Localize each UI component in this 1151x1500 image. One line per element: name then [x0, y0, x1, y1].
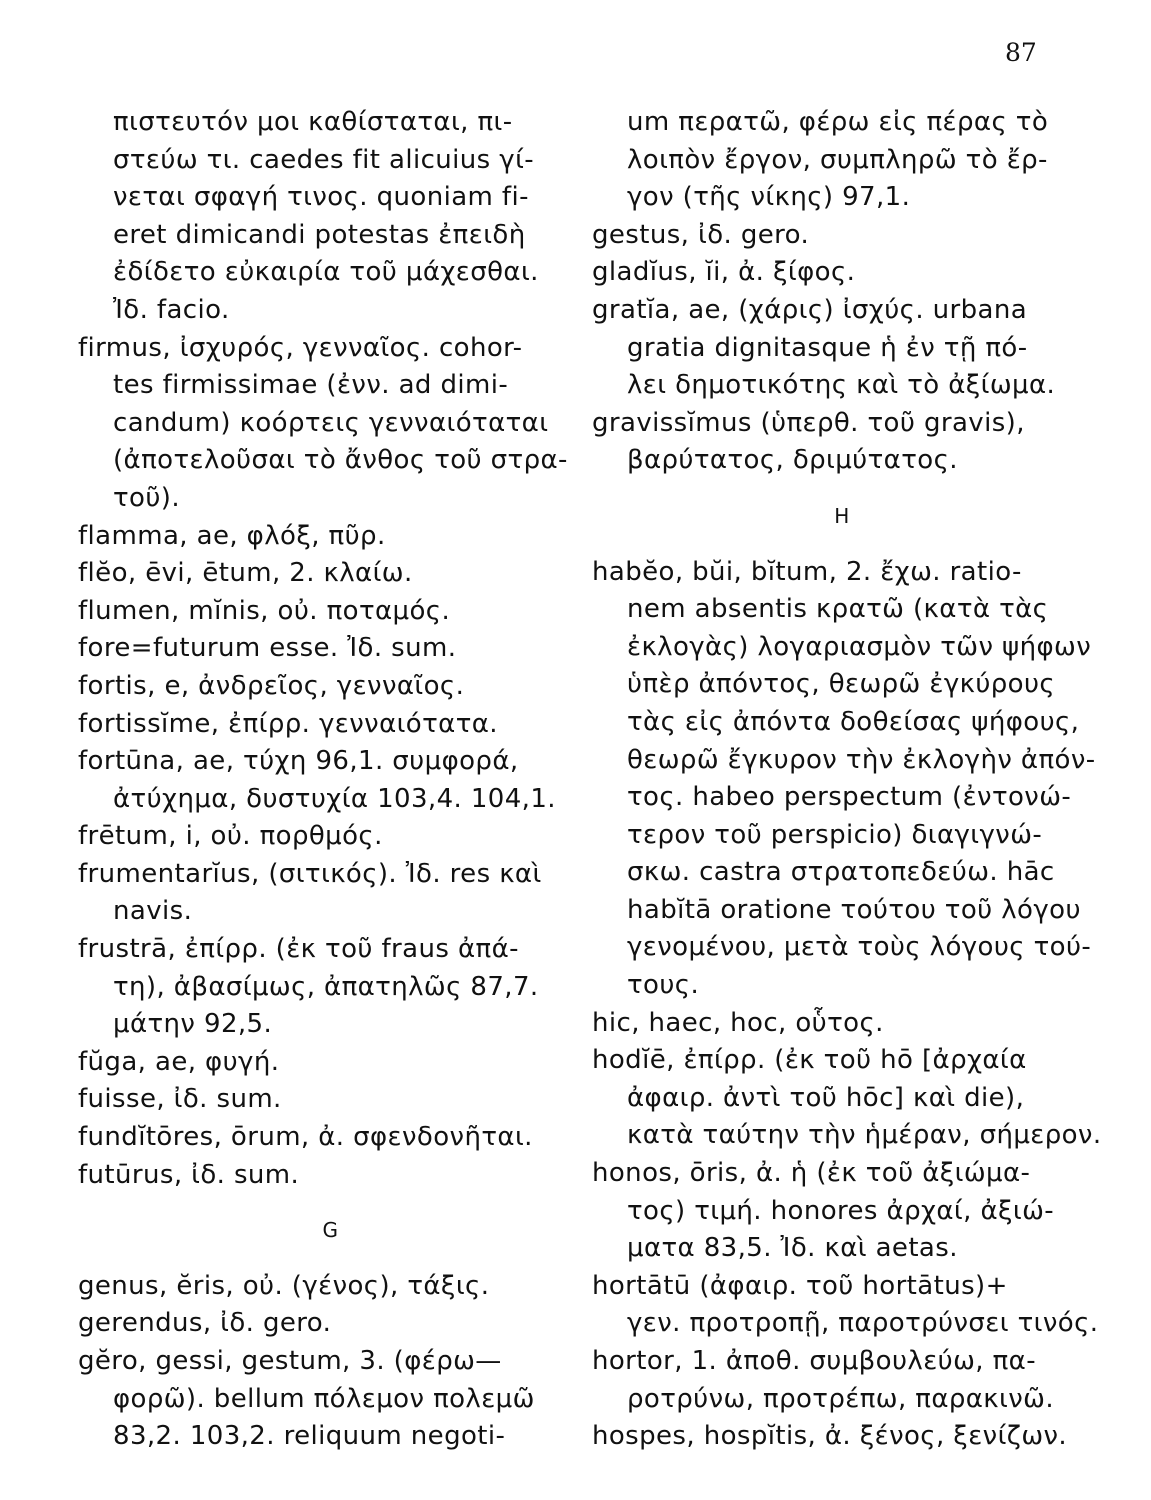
- left-entries: [78, 104, 583, 1194]
- dictionary-line: fundĭtōres, ōrum, ἀ. σφενδονῆται.: [78, 1122, 533, 1153]
- dictionary-line: ἀτύχημα, δυστυχία 103,4. 104,1.: [113, 783, 556, 814]
- dictionary-line: fortissĭme, ἐπίρρ. γενναιότατα.: [78, 708, 498, 739]
- dictionary-line: σκω. castra στρατοπεδεύω. hāc: [627, 857, 1055, 888]
- dictionary-line: ἐκλογὰς) λογαριασμὸν τῶν ψήφων: [627, 631, 1092, 662]
- dictionary-line: νεται σφαγή τινος. quoniam fi-: [113, 182, 529, 213]
- dictionary-line: τη), ἀβασίμως, ἀπατηλῶς 87,7.: [113, 971, 539, 1002]
- dictionary-line: ροτρύνω, προτρέπω, παρακινῶ.: [627, 1383, 1054, 1414]
- dictionary-line: fŭga, ae, φυγή.: [78, 1046, 280, 1077]
- dictionary-line: gratia dignitasque ἡ ἐν τῇ πό-: [627, 332, 1028, 363]
- dictionary-line: λοιπὸν ἔργον, συμπληρῶ τὸ ἔρ-: [627, 144, 1048, 175]
- right-entries: [592, 104, 1092, 480]
- dictionary-line: τοῦ).: [113, 482, 181, 513]
- page-number: 87: [1005, 38, 1037, 67]
- dictionary-line: 83,2. 103,2. reliquum negoti-: [113, 1421, 506, 1452]
- dictionary-line: flamma, ae, φλόξ, πῦρ.: [78, 520, 386, 551]
- dictionary-line: habĕo, bŭi, bĭtum, 2. ἔχω. ratio-: [592, 556, 1022, 587]
- dictionary-line: gestus, ἰδ. gero.: [592, 219, 810, 250]
- dictionary-line: firmus, ἰσχυρός, γενναῖος. cohor-: [78, 332, 523, 363]
- dictionary-line: gĕro, gessi, gestum, 3. (φέρω—: [78, 1346, 502, 1376]
- dictionary-line: κατὰ ταύτην τὴν ἡμέραν, σήμερον.: [627, 1120, 1102, 1151]
- dictionary-line: Ἰδ. facio.: [113, 294, 230, 325]
- section-gap: [592, 536, 1092, 554]
- dictionary-line: frumentarĭus, (σιτικός). Ἰδ. res καὶ: [78, 858, 542, 889]
- dictionary-line: γενομένου, μετὰ τοὺς λόγους τού-: [627, 932, 1092, 963]
- right-entries-h: [592, 554, 1102, 1456]
- dictionary-line: ματα 83,5. Ἰδ. καὶ aetas.: [627, 1233, 958, 1264]
- dictionary-line: um περατῶ, φέρω εἰς πέρας τὸ: [627, 107, 1049, 137]
- dictionary-line: gladĭus, ĭi, ἀ. ξίφος.: [592, 257, 856, 288]
- dictionary-line: ὑπὲρ ἀπόντος, θεωρῶ ἐγκύρους: [627, 669, 1056, 700]
- dictionary-line: frustrā, ἐπίρρ. (ἐκ τοῦ fraus ἀπά-: [78, 934, 519, 965]
- dictionary-line: flĕo, ēvi, ētum, 2. κλαίω.: [78, 558, 413, 589]
- section-gap: [78, 1250, 583, 1268]
- dictionary-line: τος. habeo perspectum (ἐντονώ-: [627, 782, 1072, 813]
- dictionary-line: τὰς εἰς ἀπόντα δοθείσας ψήφους,: [627, 706, 1080, 737]
- dictionary-line: θεωρῶ ἔγκυρον τὴν ἐκλογὴν ἀπόν-: [627, 744, 1096, 775]
- dictionary-line: candum) κοόρτεις γενναιόταται: [113, 407, 549, 438]
- section-gap: [78, 1194, 583, 1212]
- dictionary-line: hodĭē, ἐπίρρ. (ἐκ τοῦ hō [ἀρχαία: [592, 1045, 1027, 1076]
- dictionary-line: λει δημοτικότης καὶ τὸ ἀξίωμα.: [627, 370, 1056, 401]
- dictionary-line: ἐδίδετο εὐκαιρία τοῦ μάχεσθαι.: [113, 257, 539, 288]
- dictionary-line: genus, ĕris, οὐ. (γένος), τάξις.: [78, 1270, 490, 1301]
- dictionary-line: πιστευτόν μοι καθίσταται, πι-: [113, 107, 513, 137]
- dictionary-line: gratĭa, ae, (χάρις) ἰσχύς. urbana: [592, 294, 1028, 325]
- dictionary-line: gravissĭmus (ὑπερθ. τοῦ gravis),: [592, 407, 1025, 438]
- dictionary-line: μάτην 92,5.: [113, 1009, 273, 1040]
- dictionary-line: navis.: [113, 896, 193, 927]
- section-gap: [592, 480, 1092, 498]
- dictionary-line: fore=futurum esse. Ἰδ. sum.: [78, 633, 457, 664]
- dictionary-line: (ἀποτελοῦσαι τὸ ἄνθος τοῦ στρα-: [113, 445, 568, 476]
- dictionary-line: hospes, hospĭtis, ἀ. ξένος, ξενίζων.: [592, 1421, 1068, 1452]
- dictionary-line: hortātū (ἀφαιρ. τοῦ hortātus)+: [592, 1270, 1008, 1301]
- dictionary-line: gerendus, ἰδ. gero.: [78, 1308, 332, 1339]
- left-column: [78, 104, 583, 1456]
- dictionary-line: τερον τοῦ perspicio) διαγιγνώ-: [627, 819, 1043, 850]
- dictionary-line: fortūna, ae, τύχη 96,1. συμφορά,: [78, 746, 519, 777]
- dictionary-line: γον (τῆς νίκης) 97,1.: [627, 182, 911, 213]
- section-heading-h: H: [834, 503, 850, 528]
- dictionary-line: στεύω τι. caedes fit alicuius γί-: [113, 144, 535, 175]
- dictionary-line: eret dimicandi potestas ἐπειδὴ: [113, 219, 526, 250]
- dictionary-line: γεν. προτροπῇ, παροτρύνσει τινός.: [627, 1308, 1099, 1339]
- section-heading-g: G: [322, 1218, 339, 1243]
- left-entries-g: [78, 1268, 583, 1456]
- dictionary-line: futūrus, ἰδ. sum.: [78, 1159, 300, 1190]
- dictionary-line: hortor, 1. ἀποθ. συμβουλεύω, πα-: [592, 1346, 1036, 1376]
- dictionary-line: τος) τιμή. honores ἀρχαί, ἀξιώ-: [627, 1195, 1055, 1226]
- dictionary-line: habĭtā oratione τούτου τοῦ λόγου: [627, 894, 1081, 925]
- dictionary-line: hic, haec, hoc, οὗτος.: [592, 1007, 884, 1038]
- dictionary-line: flumen, mĭnis, οὐ. ποταμός.: [78, 595, 451, 626]
- dictionary-line: φορῶ). bellum πόλεμον πολεμῶ: [113, 1383, 535, 1414]
- dictionary-line: honos, ōris, ἀ. ἡ (ἐκ τοῦ ἀξιώμα-: [592, 1158, 1031, 1189]
- dictionary-line: τους.: [627, 970, 700, 1001]
- dictionary-line: βαρύτατος, δριμύτατος.: [627, 445, 958, 476]
- dictionary-line: ἀφαιρ. ἀντὶ τοῦ hōc] καὶ die),: [627, 1082, 1025, 1113]
- dictionary-line: frētum, i, οὐ. πορθμός.: [78, 821, 383, 852]
- dictionary-line: fortis, e, ἀνδρεῖος, γενναῖος.: [78, 670, 465, 701]
- right-column: [592, 104, 1102, 1456]
- dictionary-line: nem absentis κρατῶ (κατὰ τὰς: [627, 594, 1049, 625]
- dictionary-line: tes firmissimae (ἐνν. ad dimi-: [113, 370, 509, 401]
- dictionary-line: fuisse, ἰδ. sum.: [78, 1084, 282, 1115]
